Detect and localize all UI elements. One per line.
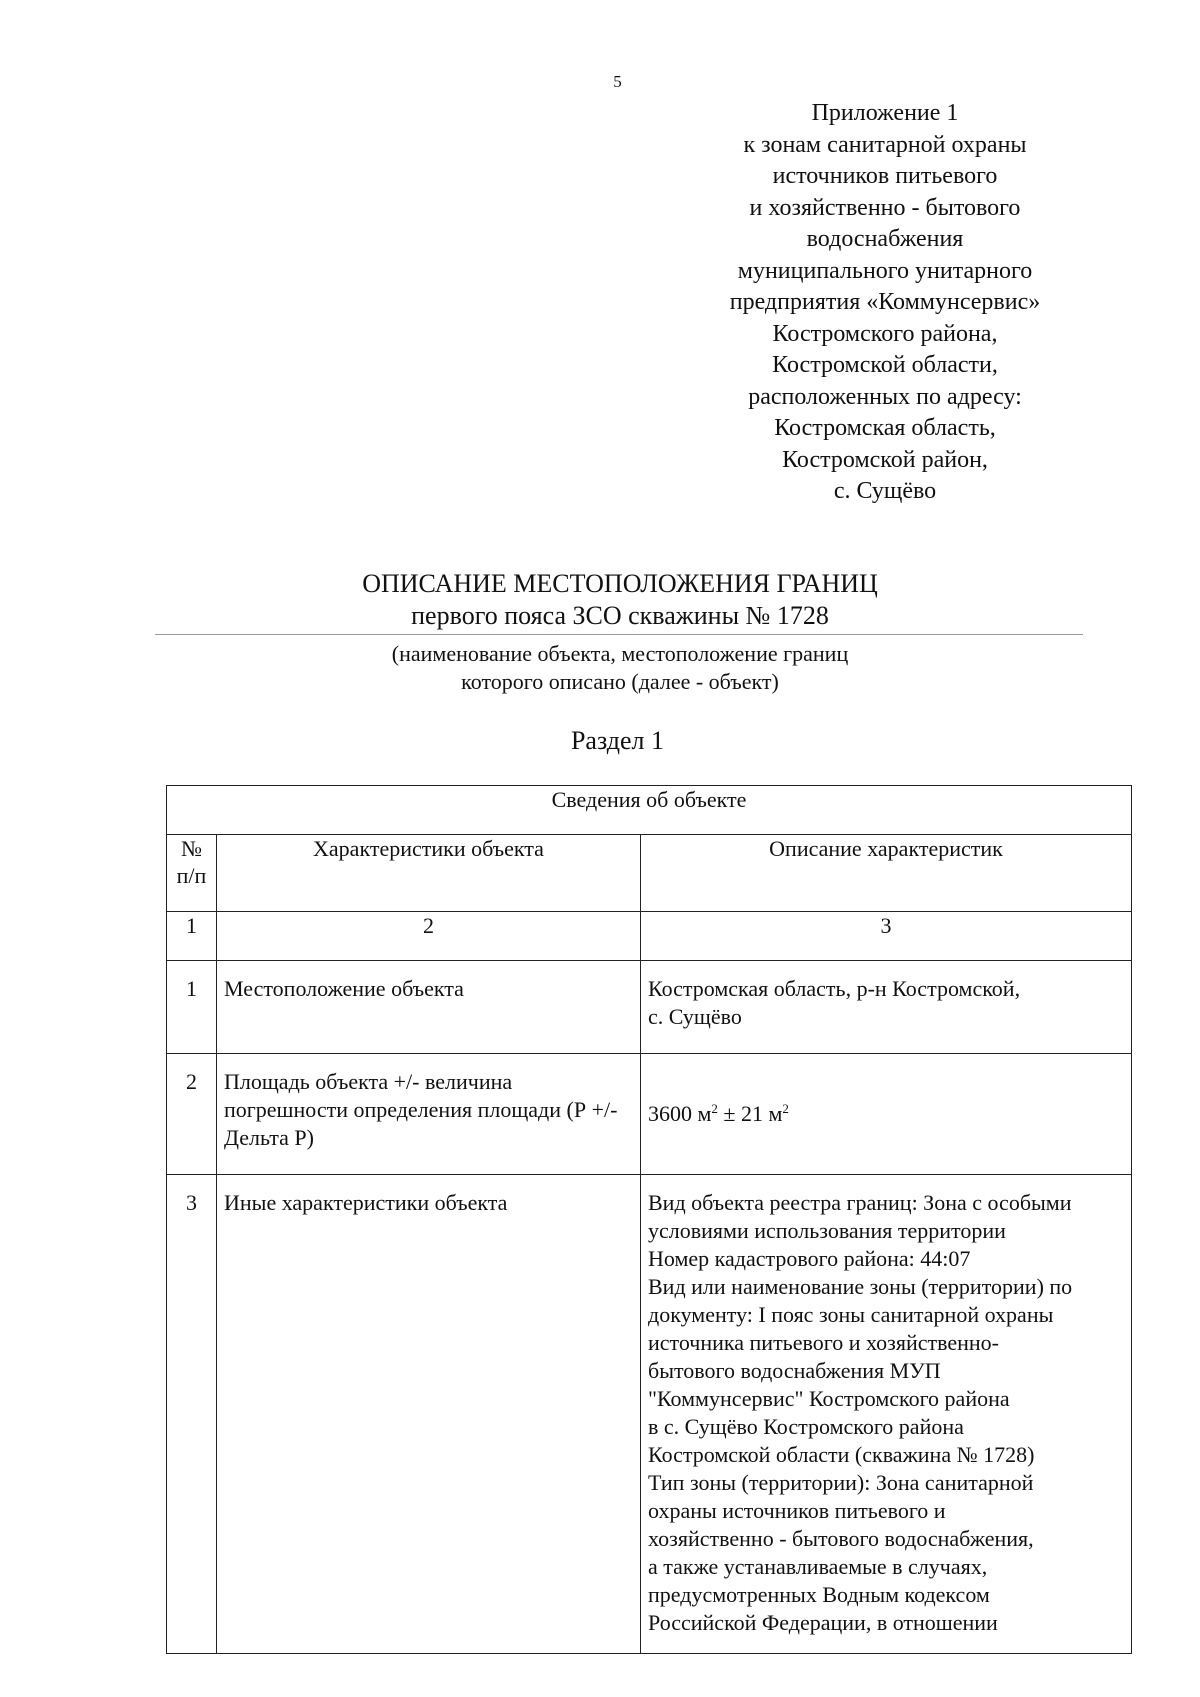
description-line: Тип зоны (территории): Зона санитарной bbox=[648, 1470, 1034, 1495]
appendix-line: муниципального унитарного bbox=[737, 257, 1033, 284]
description-line: охраны источников питьевого и bbox=[648, 1498, 946, 1523]
description-line: Номер кадастрового района: 44:07 bbox=[648, 1246, 971, 1271]
caption-line: (наименование объекта, местоположение границ bbox=[391, 641, 849, 666]
subtitle-underline bbox=[155, 634, 1083, 635]
appendix-line: Костромской области, bbox=[772, 352, 998, 378]
object-info-table bbox=[166, 785, 1132, 1654]
row-description bbox=[641, 961, 1132, 1054]
page-number: 5 bbox=[613, 72, 622, 91]
row-characteristic: Местоположение объекта bbox=[217, 961, 641, 1054]
section-heading: Раздел 1 bbox=[570, 726, 665, 755]
description-line: Российской Федерации, в отношении bbox=[648, 1610, 998, 1635]
description-line: Вид объекта реестра границ: Зона с особыми bbox=[648, 1190, 1072, 1215]
area-tolerance: ± 21 м bbox=[717, 1101, 783, 1126]
description-line: Костромская область, р-н Костромской, bbox=[648, 976, 1021, 1001]
area-value: 3600 м bbox=[648, 1101, 712, 1126]
description-line: условиями использования территории bbox=[648, 1218, 1006, 1243]
appendix-line: источников питьевого bbox=[772, 163, 998, 189]
description-line: с. Сущёво bbox=[648, 1004, 742, 1029]
description-line: бытового водоснабжения МУП bbox=[648, 1358, 941, 1383]
appendix-line: расположенных по адресу: bbox=[748, 383, 1022, 410]
table-row bbox=[167, 1175, 1132, 1654]
document-title: ОПИСАНИЕ МЕСТОПОЛОЖЕНИЯ ГРАНИЦ bbox=[362, 569, 878, 598]
description-line: источника питьевого и хозяйственно- bbox=[648, 1330, 999, 1355]
row-characteristic: Площадь объекта +/- величина погрешности определения площади (Р +/- Дельта Р) bbox=[217, 1054, 641, 1175]
description-line: предусмотренных Водным кодексом bbox=[648, 1582, 990, 1607]
header-description: Описание характеристик bbox=[641, 835, 1132, 912]
appendix-line: водоснабжения bbox=[806, 226, 964, 252]
description-line: "Коммунсервис" Костромского района bbox=[648, 1386, 1010, 1411]
description-line: в с. Сущёво Костромского района bbox=[648, 1414, 964, 1439]
appendix-line: Костромской район, bbox=[782, 446, 988, 473]
row-number: 2 bbox=[167, 1054, 217, 1175]
table-index-row bbox=[167, 912, 1132, 961]
appendix-line: и хозяйственно - бытового bbox=[749, 194, 1021, 221]
description-line: Вид или наименование зоны (территории) по bbox=[648, 1274, 1073, 1299]
column-index: 3 bbox=[641, 912, 1132, 961]
appendix-block bbox=[660, 98, 1110, 508]
row-number: 1 bbox=[167, 961, 217, 1054]
appendix-line: Костромская область, bbox=[774, 415, 996, 441]
appendix-line: Костромского района, bbox=[772, 320, 998, 347]
row-number: 3 bbox=[167, 1175, 217, 1654]
row-description bbox=[641, 1054, 1132, 1175]
tolerance-unit-exponent: 2 bbox=[782, 1101, 789, 1116]
table-row bbox=[167, 1054, 1132, 1175]
header-number-line: № bbox=[181, 836, 202, 861]
table-title-row bbox=[167, 786, 1132, 835]
row-description bbox=[641, 1175, 1132, 1654]
table-header-row bbox=[167, 835, 1132, 912]
description-line: Костромской области (скважина № 1728) bbox=[648, 1442, 1035, 1467]
description-line: хозяйственно - бытового водоснабжения, bbox=[648, 1526, 1034, 1551]
header-characteristics: Характеристики объекта bbox=[217, 835, 641, 912]
document-subtitle: первого пояса ЗСО скважины № 1728 bbox=[411, 601, 829, 630]
appendix-line: Приложение 1 bbox=[811, 100, 959, 126]
description-line: документу: I пояс зоны санитарной охраны bbox=[648, 1302, 1054, 1327]
header-number-line: п/п bbox=[176, 863, 207, 888]
subtitle-caption bbox=[0, 640, 1200, 696]
column-index: 1 bbox=[167, 912, 217, 961]
appendix-line: к зонам санитарной охраны bbox=[743, 131, 1027, 158]
description-line: а также устанавливаемые в случаях, bbox=[648, 1554, 988, 1579]
row-characteristic: Иные характеристики объекта bbox=[217, 1175, 641, 1654]
area-unit-exponent: 2 bbox=[711, 1101, 718, 1116]
table-row bbox=[167, 961, 1132, 1054]
column-index: 2 bbox=[217, 912, 641, 961]
appendix-line: с. Сущёво bbox=[833, 478, 937, 504]
table-title: Сведения об объекте bbox=[167, 786, 1132, 835]
caption-line: которого описано (далее - объект) bbox=[461, 669, 779, 694]
appendix-line: предприятия «Коммунсервис» bbox=[729, 289, 1041, 315]
header-number bbox=[167, 835, 217, 912]
